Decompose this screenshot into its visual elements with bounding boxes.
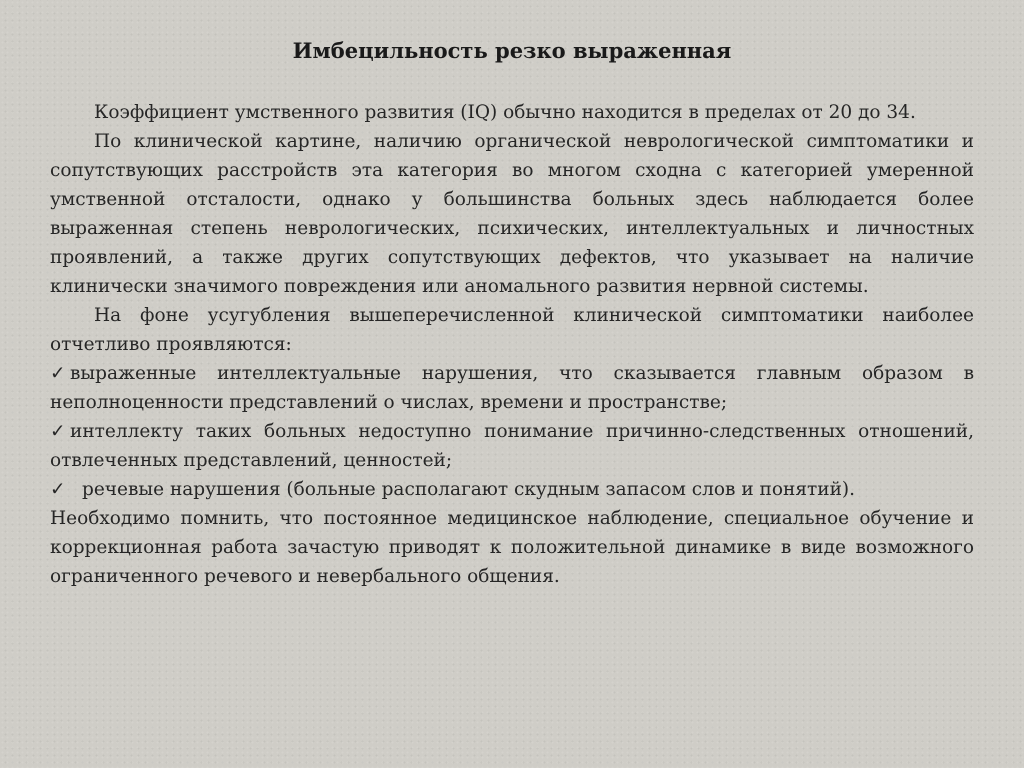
clinical-picture-paragraph: По клинической картине, наличию органической неврологической симптоматики и сопутствующих расстройств эта категория во многом сходна с категорией умеренной умственной отсталости, однако у большинства больных здесь наблюдается более выраженная степень неврологических, психических, интеллектуальных и личностных проявлений, а также других сопутствующих дефектов, что указывает на наличие клинически значимого повреждения или аномального развития нервной системы. <box>50 131 974 297</box>
manifestations-intro-paragraph: На фоне усугубления вышеперечисленной клинической симптоматики наиболее отчетливо проявляются: <box>50 305 974 355</box>
bullet-text: речевые нарушения (больные располагают скудным запасом слов и понятий). <box>82 479 856 500</box>
checkmark-icon: ✓ <box>50 363 66 384</box>
checkmark-icon: ✓ <box>50 421 66 442</box>
slide-title: Имбецильность резко выраженная <box>292 38 732 63</box>
bullet-item-speech <box>50 475 974 504</box>
conclusion-paragraph: Необходимо помнить, что постоянное медицинское наблюдение, специальное обучение и коррекционная работа зачастую приводят к положительной динамике в виде возможного ограниченного речевого и невербального общения. <box>50 508 974 587</box>
checkmark-icon: ✓ <box>50 479 66 500</box>
slide-body <box>50 98 974 591</box>
iq-paragraph: Коэффициент умственного развития (IQ) обычно находится в пределах от 20 до 34. <box>94 102 916 123</box>
bullet-text: выраженные интеллектуальные нарушения, что сказывается главным образом в неполноценности представлений о числах, времени и пространстве; <box>50 363 974 413</box>
bullet-text: интеллекту таких больных недоступно понимание причинно-следственных отношений, отвлеченных представлений, ценностей; <box>50 421 974 471</box>
bullet-item-understanding <box>50 417 974 475</box>
bullet-item-intellectual <box>50 359 974 417</box>
